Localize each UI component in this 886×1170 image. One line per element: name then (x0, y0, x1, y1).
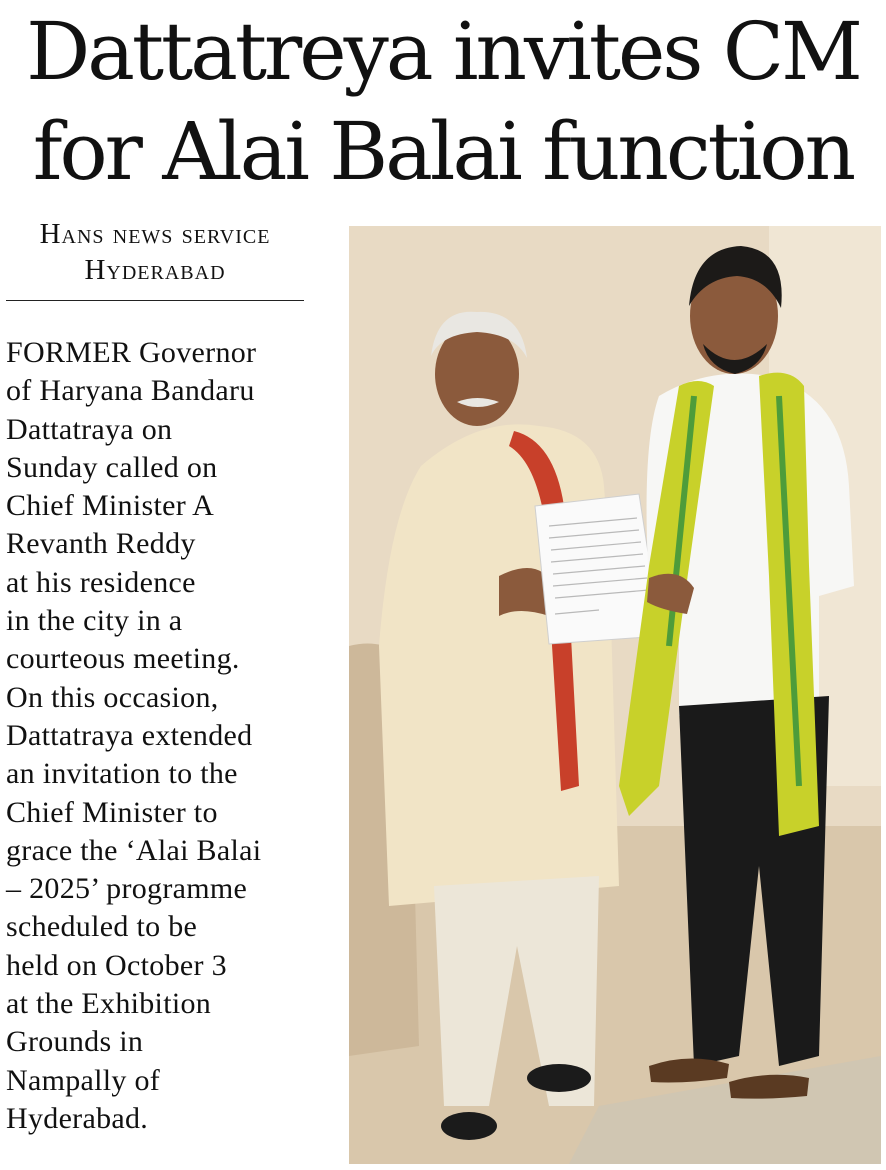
news-photo (349, 226, 881, 1164)
body-line: scheduled to be (6, 910, 198, 944)
body-line: grace the ‘Alai Balai (6, 833, 262, 867)
body-line: – 2025’ programme (6, 872, 248, 906)
elder-shoe-left (441, 1112, 497, 1140)
body-line: Chief Minister to (6, 795, 218, 829)
byline-agency: Hans news service (39, 218, 271, 250)
photo-illustration (349, 226, 881, 1164)
body-line: at his residence (6, 565, 196, 599)
body-line: Grounds in (6, 1025, 144, 1059)
elder-kurta (379, 424, 619, 906)
body-line: of Haryana Bandaru (6, 374, 255, 408)
body-line: held on October 3 (6, 948, 227, 982)
headline-line-1: Dattatreya invites CM (26, 5, 860, 98)
body-line: Dattatraya extended (6, 718, 253, 752)
elder-shoe-right (527, 1064, 591, 1092)
body-line: Dattatraya on (6, 412, 173, 446)
body-line: at the Exhibition (6, 987, 212, 1021)
body-line: Revanth Reddy (6, 527, 196, 561)
body-line: On this occasion, (6, 680, 219, 714)
byline-dateline: Hyderabad (84, 254, 226, 286)
body-line: Sunday called on (6, 450, 218, 484)
body-line: in the city in a (6, 604, 183, 638)
byline-divider (6, 300, 304, 301)
body-line: courteous meeting. (6, 642, 240, 676)
byline (6, 216, 304, 288)
body-line: FORMER Governor (6, 336, 257, 369)
body-line: Nampally of (6, 1063, 161, 1097)
body-line: an invitation to the (6, 757, 238, 791)
body-line: Chief Minister A (6, 489, 215, 523)
headline (0, 2, 886, 202)
body-line: Hyderabad. (6, 1101, 149, 1135)
article-body (6, 334, 326, 1138)
headline-line-2: for Alai Balai function (32, 105, 854, 198)
